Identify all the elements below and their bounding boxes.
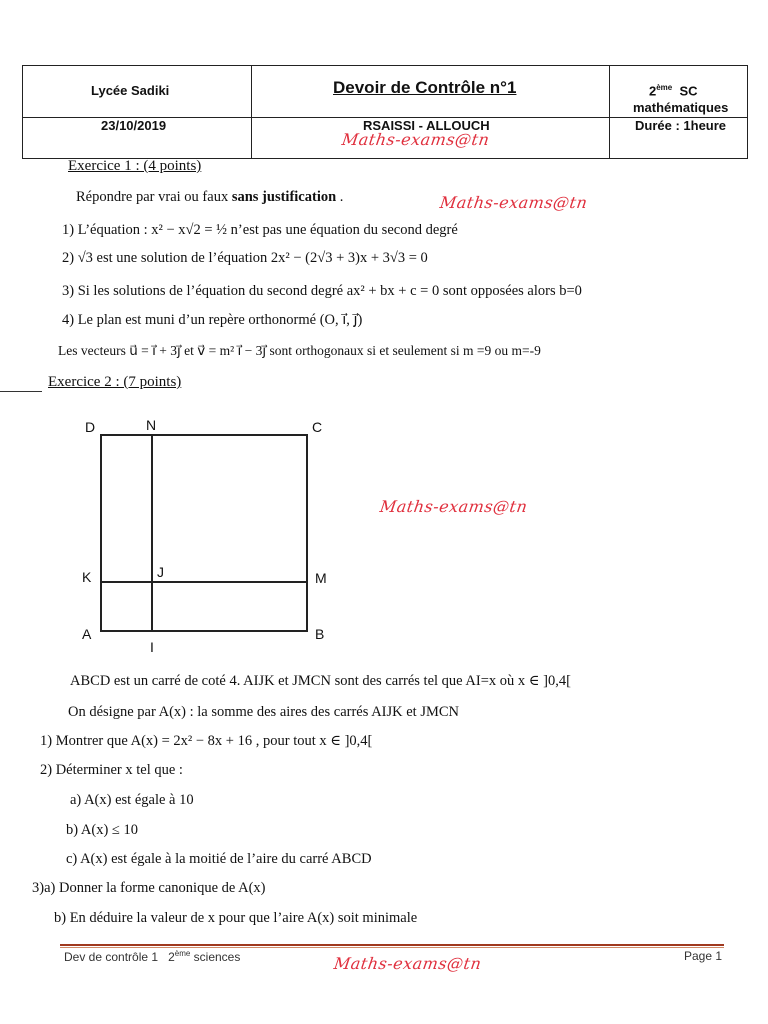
exercise2-q3b: b) En déduire la valeur de x pour que l’aire A(x) soit minimale	[54, 910, 418, 926]
exercise2-q2: 2) Déterminer x tel que :	[40, 762, 183, 778]
exam-authors: RSAISSI - ALLOUCH	[363, 118, 490, 133]
watermark: Maths-exams@tn	[438, 193, 589, 212]
label-n: N	[146, 417, 157, 433]
label-d: D	[85, 419, 96, 435]
exercise1-intro: Répondre par vrai ou faux sans justification .	[76, 189, 344, 205]
label-b: B	[315, 626, 325, 642]
class-label: 2ème SC	[649, 83, 698, 99]
label-i: I	[150, 639, 154, 655]
exercise2-p2: On désigne par A(x) : la somme des aires des carrés AIJK et JMCN	[68, 704, 460, 720]
footer-rule	[60, 944, 724, 946]
exercise2-q3a: 3)a) Donner la forme canonique de A(x)	[32, 880, 266, 896]
page-number: Page 1	[684, 949, 723, 963]
exercise1-q3: 3) Si les solutions de l’équation du second degré ax² + bx + c = 0 sont opposées alors b=0	[62, 283, 582, 299]
exam-title: Devoir de Contrôle n°1	[333, 78, 517, 97]
label-j: J	[157, 564, 164, 580]
label-k: K	[82, 569, 92, 585]
watermark: Maths-exams@tn	[340, 130, 491, 149]
exam-duration: Durée : 1heure	[635, 118, 727, 133]
exercise1-title: Exercice 1 : (4 points)	[68, 158, 202, 174]
class-section: mathématiques	[633, 100, 729, 115]
label-a: A	[82, 626, 92, 642]
watermark: Maths-exams@tn	[378, 497, 529, 516]
exercise2-title: Exercice 2 : (7 points)	[48, 374, 182, 390]
exam-date: 23/10/2019	[101, 118, 167, 133]
footer-rule	[60, 947, 724, 948]
exercise1-q1: 1) L’équation : x² − x√2 = ½ n’est pas une équation du second degré	[62, 222, 458, 238]
exercise2-q2b: b) A(x) ≤ 10	[66, 822, 138, 838]
label-c: C	[312, 419, 323, 435]
square-abcd	[101, 435, 307, 631]
exercise2-p1: ABCD est un carré de coté 4. AIJK et JMCN sont des carrés tel que AI=x où x ∈ ]0,4[	[70, 673, 571, 689]
watermark: Maths-exams@tn	[332, 954, 483, 973]
exercise2-q1: 1) Montrer que A(x) = 2x² − 8x + 16 , pour tout x ∈ ]0,4[	[40, 733, 373, 749]
exercise2-q2c: c) A(x) est égale à la moitié de l’aire du carré ABCD	[66, 851, 372, 867]
exercise1-q4: 4) Le plan est muni d’un repère orthonormé (O, i⃗, j⃗)	[62, 312, 363, 328]
exercise2-q2a: a) A(x) est égale à 10	[70, 792, 194, 808]
exercise1-q2: 2) √3 est une solution de l’équation 2x² − (2√3 + 3)x + 3√3 = 0	[62, 250, 428, 266]
label-m: M	[315, 570, 327, 586]
school-name: Lycée Sadiki	[91, 83, 170, 98]
footer-left: Dev de contrôle 1 2ème sciences	[64, 949, 241, 964]
exercise1-q4b: Les vecteurs u⃗ = i⃗ + 3j⃗ et v⃗ = m² i⃗ − 3j⃗ sont orthogonaux si et seulement si m =9 ou m=-9	[58, 343, 541, 358]
